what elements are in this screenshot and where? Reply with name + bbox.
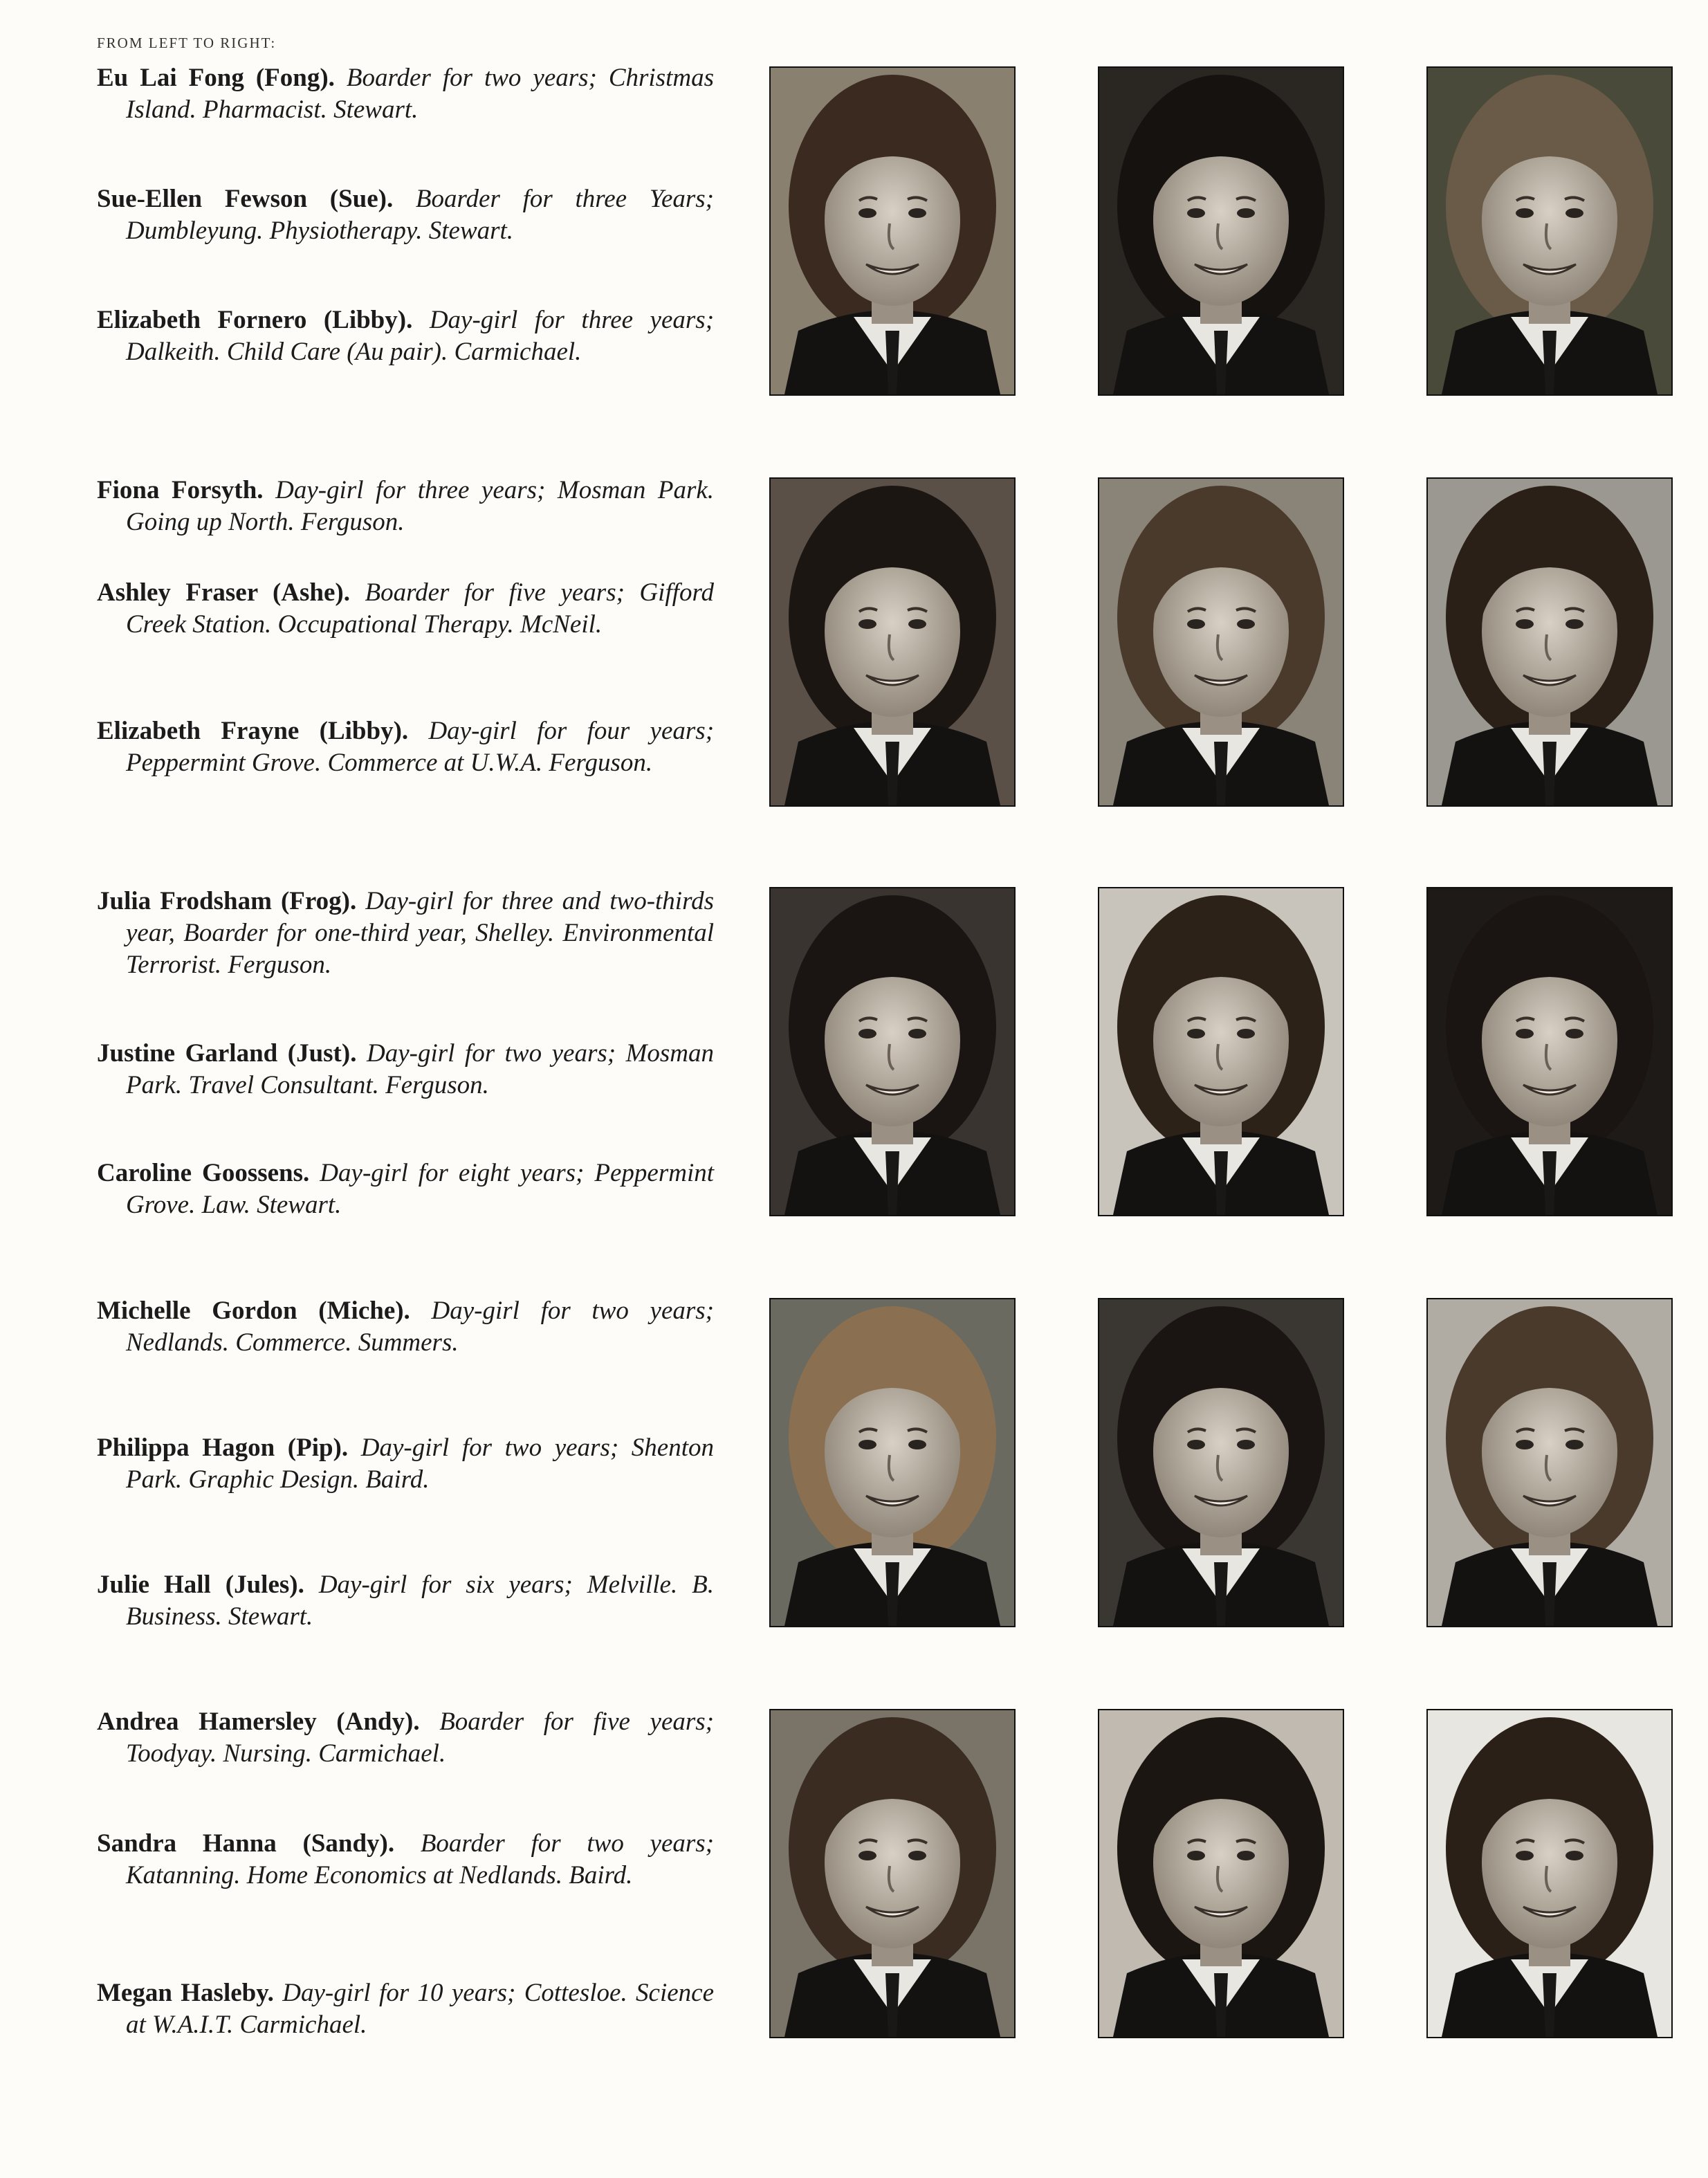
entry-name: Michelle Gordon (Miche). [97, 1297, 410, 1325]
entry-michelle-gordon [97, 1295, 714, 1359]
portrait-photo [1426, 1298, 1673, 1627]
entry-name: Sue-Ellen Fewson (Sue). [97, 185, 394, 213]
entry-name: Sandra Hanna (Sandy). [97, 1829, 395, 1858]
portrait-image [771, 1299, 1014, 1626]
entry-desc: Boarder for three Years; Dumbleyung. Physiotherapy. Stewart. [126, 185, 715, 245]
portrait-image [1099, 1710, 1343, 2037]
entry-name: Philippa Hagon (Pip). [97, 1434, 349, 1462]
portrait-photo [1098, 1709, 1344, 2038]
entry-name: Megan Hasleby. [97, 1979, 274, 2007]
entry-julia-frodsham [97, 886, 714, 981]
portrait-image [1099, 888, 1343, 1215]
portrait-photo [1426, 477, 1673, 807]
entry-megan-hasleby [97, 1977, 714, 2041]
entry-name: Julie Hall (Jules). [97, 1571, 304, 1599]
entry-desc: Day-girl for 10 years; Cottesloe. Science at W.A.I.T. Carmichael. [126, 1979, 715, 2039]
portrait-photo [769, 1709, 1016, 2038]
entry-name: Justine Garland (Just). [97, 1039, 357, 1068]
entry-caroline-goossens [97, 1157, 714, 1221]
portrait-image [1099, 68, 1343, 394]
portrait-image [771, 1710, 1014, 2037]
entry-fiona-forsyth [97, 475, 714, 538]
entry-andrea-hamersley [97, 1706, 714, 1770]
entry-desc: Day-girl for six years; Melville. B. Business. Stewart. [126, 1571, 714, 1631]
portrait-image [1428, 1299, 1671, 1626]
entry-elizabeth-frayne [97, 715, 714, 779]
entry-desc: Day-girl for three years; Mosman Park. Going up North. Ferguson. [126, 476, 715, 536]
entry-sandra-hanna [97, 1828, 714, 1892]
portrait-photo [1098, 1298, 1344, 1627]
entry-desc: Boarder for two years; Katanning. Home Economics at Nedlands. Baird. [126, 1829, 714, 1889]
entry-name: Fiona Forsyth. [97, 476, 264, 504]
entry-ashley-fraser [97, 577, 714, 641]
portrait-photo [769, 66, 1016, 396]
entry-desc: Boarder for five years; Gifford Creek Station. Occupational Therapy. McNeil. [126, 578, 714, 639]
portrait-image [1428, 1710, 1671, 2037]
entry-name: Julia Frodsham (Frog). [97, 887, 357, 915]
entry-julie-hall [97, 1569, 714, 1633]
portrait-image [771, 479, 1014, 805]
entry-desc: Day-girl for eight years; Peppermint Grove. Law. Stewart. [126, 1159, 715, 1219]
portrait-photo [769, 1298, 1016, 1627]
portrait-photo [1426, 887, 1673, 1216]
portrait-image [1428, 68, 1671, 394]
entry-desc: Boarder for five years; Toodyay. Nursing. Carmichael. [126, 1708, 714, 1768]
portrait-image [1428, 479, 1671, 805]
entry-desc: Day-girl for two years; Shenton Park. Graphic Design. Baird. [126, 1434, 714, 1494]
portrait-image [771, 888, 1014, 1215]
portrait-photo [769, 477, 1016, 807]
portrait-photo [769, 887, 1016, 1216]
entry-name: Caroline Goossens. [97, 1159, 310, 1187]
entry-desc: Day-girl for four years; Peppermint Grove. Commerce at U.W.A. Ferguson. [126, 717, 715, 777]
portrait-image [771, 68, 1014, 394]
entry-name: Ashley Fraser (Ashe). [97, 578, 350, 607]
portrait-photo [1098, 887, 1344, 1216]
portrait-image [1099, 1299, 1343, 1626]
entry-desc: Day-girl for three and two-thirds year, Boarder for one-third year, Shelley. Environmental Terrorist. Ferguson. [126, 887, 715, 979]
entry-name: Elizabeth Fornero (Libby). [97, 306, 413, 334]
portrait-image [1428, 888, 1671, 1215]
entry-elizabeth-fornero [97, 304, 714, 368]
portrait-photo [1098, 66, 1344, 396]
page-caption: FROM LEFT TO RIGHT: [97, 35, 277, 51]
entry-justine-garland [97, 1038, 714, 1101]
entry-name: Elizabeth Frayne (Libby). [97, 717, 409, 745]
entry-eu-lai-fong [97, 62, 714, 126]
portrait-photo [1098, 477, 1344, 807]
entry-desc: Day-girl for two years; Mosman Park. Travel Consultant. Ferguson. [126, 1039, 715, 1099]
entry-desc: Day-girl for two years; Nedlands. Commerce. Summers. [126, 1297, 714, 1357]
entry-name: Andrea Hamersley (Andy). [97, 1708, 420, 1736]
entry-sue-ellen-fewson [97, 183, 714, 247]
portrait-photo [1426, 66, 1673, 396]
entry-philippa-hagon [97, 1432, 714, 1496]
portrait-photo [1426, 1709, 1673, 2038]
portrait-image [1099, 479, 1343, 805]
entry-desc: Boarder for two years; Christmas Island. Pharmacist. Stewart. [126, 64, 715, 124]
entry-name: Eu Lai Fong (Fong). [97, 64, 335, 92]
entry-desc: Day-girl for three years; Dalkeith. Child Care (Au pair). Carmichael. [126, 306, 715, 366]
